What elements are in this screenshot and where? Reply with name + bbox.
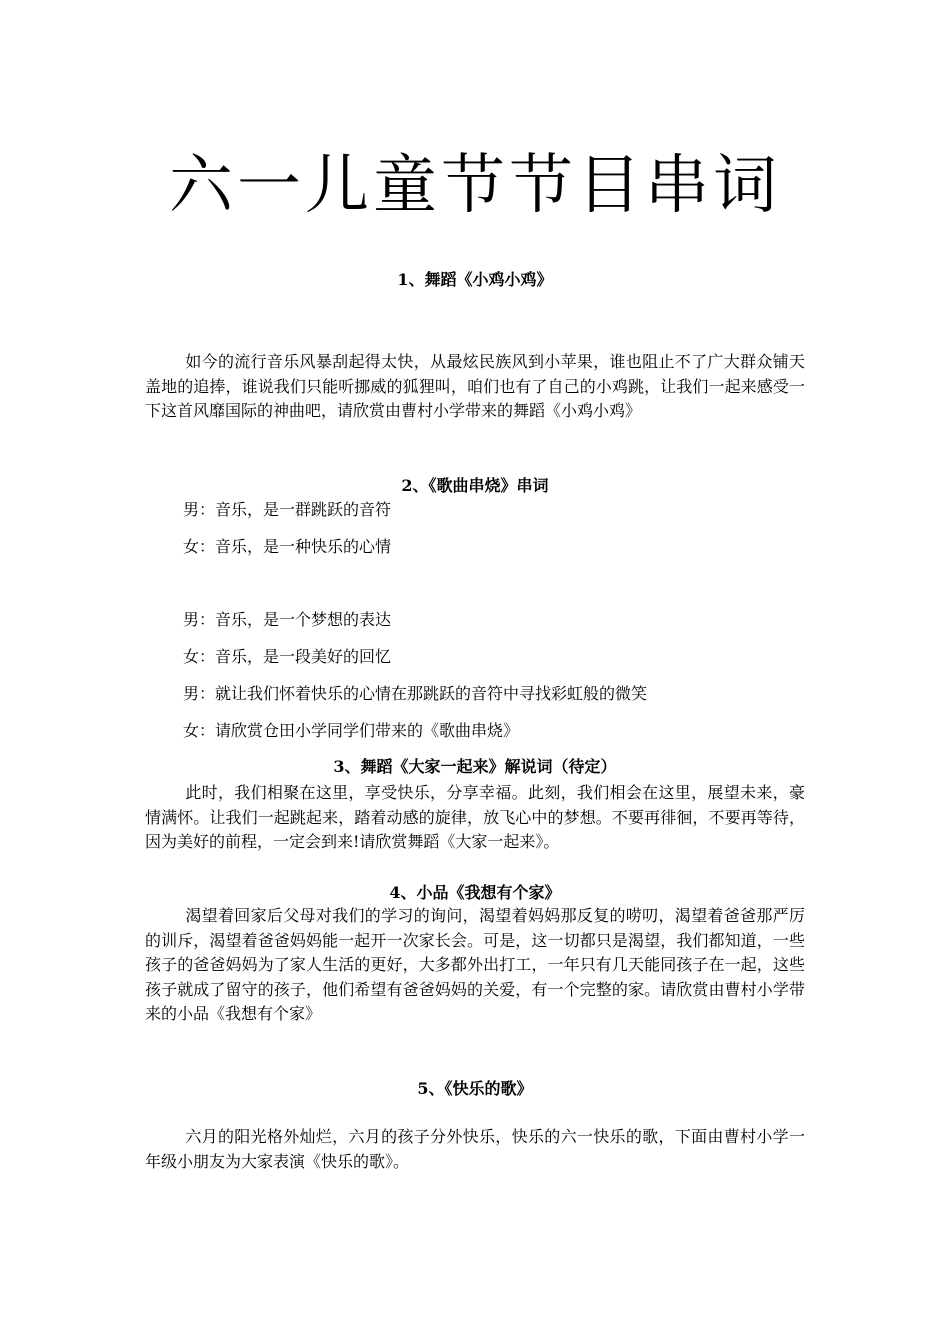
dialogue-line: 女：请欣赏仓田小学同学们带来的《歌曲串烧》	[183, 721, 520, 740]
document-title: 六一儿童节节目串词	[169, 149, 781, 223]
section-3-paragraph: 此时，我们相聚在这里，享受快乐，分享幸福。此刻，我们相会在这里，展望未来，豪情满怀。让我们一起跳起来，踏着动感的旋律，放飞心中的梦想。不要再徘徊，不要再等待，因为美好的前程，一定会到来!请欣赏舞蹈《大家一起来》。	[145, 783, 805, 851]
section-1-heading: 1、舞蹈《小鸡小鸡》	[397, 270, 553, 289]
section-3-heading: 3、舞蹈《大家一起来》解说词（待定）	[333, 757, 617, 776]
section-2-heading: 2、《歌曲串烧》串词	[401, 476, 549, 495]
section-5-paragraph: 六月的阳光格外灿烂，六月的孩子分外快乐，快乐的六一快乐的歌，下面由曹村小学一年级小朋友为大家表演《快乐的歌》。	[145, 1127, 805, 1171]
section-5-heading: 5、《快乐的歌》	[417, 1079, 533, 1098]
section-4-paragraph: 渴望着回家后父母对我们的学习的询问，渴望着妈妈那反复的唠叨，渴望着爸爸那严厉的训斥，渴望着爸爸妈妈能一起开一次家长会。可是，这一切都只是渴望，我们都知道，一些孩子的爸爸妈妈为了家人生活的更好，大多都外出打工，一年只有几天能同孩子在一起，这些孩子就成了留守的孩子，他们希望有爸爸妈妈的关爱，有一个完整的家。请欣赏由曹村小学带来的小品《我想有个家》	[145, 906, 805, 1023]
dialogue-line: 女：音乐，是一段美好的回忆	[183, 647, 392, 666]
section-4-heading: 4、小品《我想有个家》	[389, 883, 561, 902]
dialogue-line: 男：音乐，是一群跳跃的音符	[183, 500, 392, 519]
dialogue-line: 女：音乐，是一种快乐的心情	[183, 537, 392, 556]
dialogue-line: 男：就让我们怀着快乐的心情在那跳跃的音符中寻找彩虹般的微笑	[183, 684, 648, 703]
dialogue-line: 男：音乐，是一个梦想的表达	[183, 610, 392, 629]
section-1-paragraph: 如今的流行音乐风暴刮起得太快，从最炫民族风到小苹果，谁也阻止不了广大群众铺天盖地的追捧，谁说我们只能听挪威的狐狸叫，咱们也有了自己的小鸡跳，让我们一起来感受一下这首风靡国际的神曲吧，请欣赏由曹村小学带来的舞蹈《小鸡小鸡》	[145, 352, 805, 420]
